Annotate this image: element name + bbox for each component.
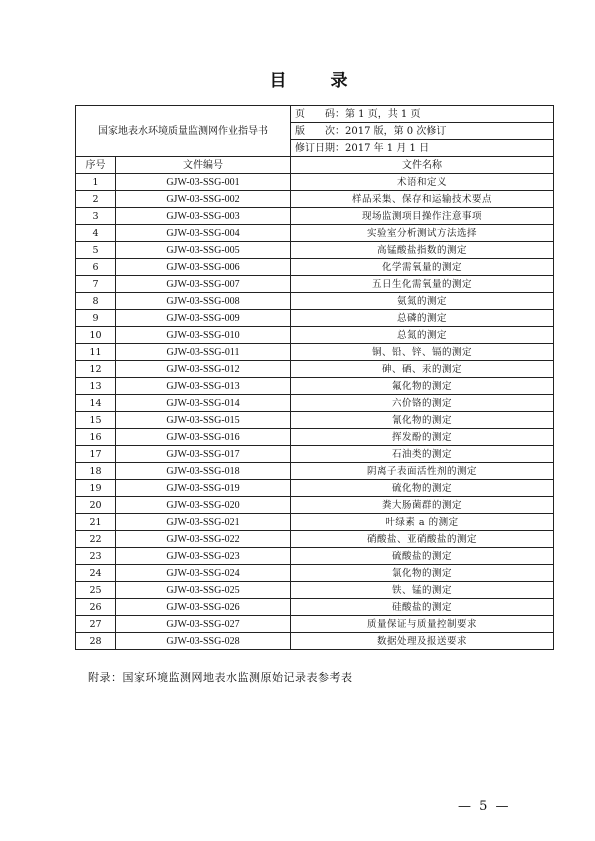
header-row-page <box>76 106 554 123</box>
row-name: 砷、硒、汞的测定 <box>291 361 554 378</box>
table-row <box>76 378 554 395</box>
row-seq: 25 <box>76 582 116 599</box>
table-row <box>76 395 554 412</box>
row-name: 数据处理及报送要求 <box>291 633 554 650</box>
row-code: GJW-03-SSG-002 <box>116 191 291 208</box>
row-seq: 17 <box>76 446 116 463</box>
row-seq: 12 <box>76 361 116 378</box>
column-header-code: 文件编号 <box>116 157 291 174</box>
row-code: GJW-03-SSG-020 <box>116 497 291 514</box>
row-name: 术语和定义 <box>291 174 554 191</box>
row-name: 石油类的测定 <box>291 446 554 463</box>
row-code: GJW-03-SSG-001 <box>116 174 291 191</box>
row-seq: 6 <box>76 259 116 276</box>
row-code: GJW-03-SSG-003 <box>116 208 291 225</box>
row-code: GJW-03-SSG-015 <box>116 412 291 429</box>
row-seq: 19 <box>76 480 116 497</box>
row-code: GJW-03-SSG-016 <box>116 429 291 446</box>
row-code: GJW-03-SSG-017 <box>116 446 291 463</box>
row-name: 粪大肠菌群的测定 <box>291 497 554 514</box>
row-code: GJW-03-SSG-021 <box>116 514 291 531</box>
row-name: 化学需氧量的测定 <box>291 259 554 276</box>
row-seq: 14 <box>76 395 116 412</box>
page-number: — 5 — <box>458 799 511 814</box>
table-row <box>76 531 554 548</box>
table-row <box>76 225 554 242</box>
table-row <box>76 259 554 276</box>
row-seq: 11 <box>76 344 116 361</box>
table-row <box>76 616 554 633</box>
table-row <box>76 344 554 361</box>
row-name: 五日生化需氧量的测定 <box>291 276 554 293</box>
row-name: 质量保证与质量控制要求 <box>291 616 554 633</box>
page-title <box>0 66 595 91</box>
table-row <box>76 446 554 463</box>
row-seq: 26 <box>76 599 116 616</box>
table-row <box>76 412 554 429</box>
row-code: GJW-03-SSG-009 <box>116 310 291 327</box>
table-row <box>76 599 554 616</box>
row-seq: 9 <box>76 310 116 327</box>
row-name: 现场监测项目操作注意事项 <box>291 208 554 225</box>
row-code: GJW-03-SSG-006 <box>116 259 291 276</box>
row-code: GJW-03-SSG-028 <box>116 633 291 650</box>
row-code: GJW-03-SSG-012 <box>116 361 291 378</box>
row-name: 阴离子表面活性剂的测定 <box>291 463 554 480</box>
row-code: GJW-03-SSG-011 <box>116 344 291 361</box>
table-row <box>76 310 554 327</box>
revision-date: 修订日期：2017 年 1 月 1 日 <box>291 140 554 157</box>
table-row <box>76 208 554 225</box>
row-seq: 5 <box>76 242 116 259</box>
doc-name: 国家地表水环境质量监测网作业指导书 <box>76 106 291 157</box>
row-seq: 15 <box>76 412 116 429</box>
row-code: GJW-03-SSG-023 <box>116 548 291 565</box>
table-row <box>76 191 554 208</box>
row-code: GJW-03-SSG-018 <box>116 463 291 480</box>
row-name: 硫酸盐的测定 <box>291 548 554 565</box>
table-row <box>76 276 554 293</box>
row-seq: 1 <box>76 174 116 191</box>
appendix-note: 附录：国家环境监测网地表水监测原始记录表参考表 <box>88 671 353 684</box>
table-row <box>76 242 554 259</box>
table-row <box>76 497 554 514</box>
row-name: 样品采集、保存和运输技术要点 <box>291 191 554 208</box>
row-seq: 2 <box>76 191 116 208</box>
row-name: 高锰酸盐指数的测定 <box>291 242 554 259</box>
toc-table <box>75 105 554 650</box>
table-row <box>76 480 554 497</box>
table-row <box>76 361 554 378</box>
row-seq: 7 <box>76 276 116 293</box>
row-seq: 27 <box>76 616 116 633</box>
row-code: GJW-03-SSG-019 <box>116 480 291 497</box>
row-name: 总氮的测定 <box>291 327 554 344</box>
row-seq: 3 <box>76 208 116 225</box>
row-code: GJW-03-SSG-027 <box>116 616 291 633</box>
row-code: GJW-03-SSG-010 <box>116 327 291 344</box>
row-seq: 21 <box>76 514 116 531</box>
row-seq: 20 <box>76 497 116 514</box>
row-name: 实验室分析测试方法选择 <box>291 225 554 242</box>
page-info: 页 码：第 1 页，共 1 页 <box>291 106 554 123</box>
table-row <box>76 565 554 582</box>
row-seq: 23 <box>76 548 116 565</box>
row-seq: 28 <box>76 633 116 650</box>
table-row <box>76 633 554 650</box>
row-name: 六价铬的测定 <box>291 395 554 412</box>
row-code: GJW-03-SSG-025 <box>116 582 291 599</box>
row-code: GJW-03-SSG-022 <box>116 531 291 548</box>
row-name: 硝酸盐、亚硝酸盐的测定 <box>291 531 554 548</box>
row-name: 硫化物的测定 <box>291 480 554 497</box>
row-seq: 18 <box>76 463 116 480</box>
row-seq: 24 <box>76 565 116 582</box>
row-code: GJW-03-SSG-024 <box>116 565 291 582</box>
row-name: 氯化物的测定 <box>291 565 554 582</box>
table-row <box>76 429 554 446</box>
row-code: GJW-03-SSG-008 <box>116 293 291 310</box>
row-seq: 8 <box>76 293 116 310</box>
row-name: 总磷的测定 <box>291 310 554 327</box>
row-name: 氟化物的测定 <box>291 378 554 395</box>
row-code: GJW-03-SSG-005 <box>116 242 291 259</box>
toc-body <box>76 174 554 650</box>
table-row <box>76 514 554 531</box>
row-name: 挥发酚的测定 <box>291 429 554 446</box>
row-name: 铜、铅、锌、镉的测定 <box>291 344 554 361</box>
row-name: 硅酸盐的测定 <box>291 599 554 616</box>
row-code: GJW-03-SSG-013 <box>116 378 291 395</box>
column-header-seq: 序号 <box>76 157 116 174</box>
edition-info: 版 次：2017 版，第 0 次修订 <box>291 123 554 140</box>
column-header-name: 文件名称 <box>291 157 554 174</box>
row-code: GJW-03-SSG-007 <box>116 276 291 293</box>
row-seq: 16 <box>76 429 116 446</box>
row-name: 叶绿素 a 的测定 <box>291 514 554 531</box>
row-seq: 10 <box>76 327 116 344</box>
row-name: 氨氮的测定 <box>291 293 554 310</box>
row-seq: 22 <box>76 531 116 548</box>
table-row <box>76 174 554 191</box>
table-row <box>76 463 554 480</box>
row-code: GJW-03-SSG-014 <box>116 395 291 412</box>
column-header-row <box>76 157 554 174</box>
table-row <box>76 548 554 565</box>
title-char-2: 录 <box>330 71 370 91</box>
row-code: GJW-03-SSG-026 <box>116 599 291 616</box>
table-row <box>76 327 554 344</box>
table-row <box>76 293 554 310</box>
row-seq: 13 <box>76 378 116 395</box>
row-seq: 4 <box>76 225 116 242</box>
row-name: 铁、锰的测定 <box>291 582 554 599</box>
title-char-1: 目 <box>269 71 309 91</box>
row-code: GJW-03-SSG-004 <box>116 225 291 242</box>
table-row <box>76 582 554 599</box>
row-name: 氰化物的测定 <box>291 412 554 429</box>
